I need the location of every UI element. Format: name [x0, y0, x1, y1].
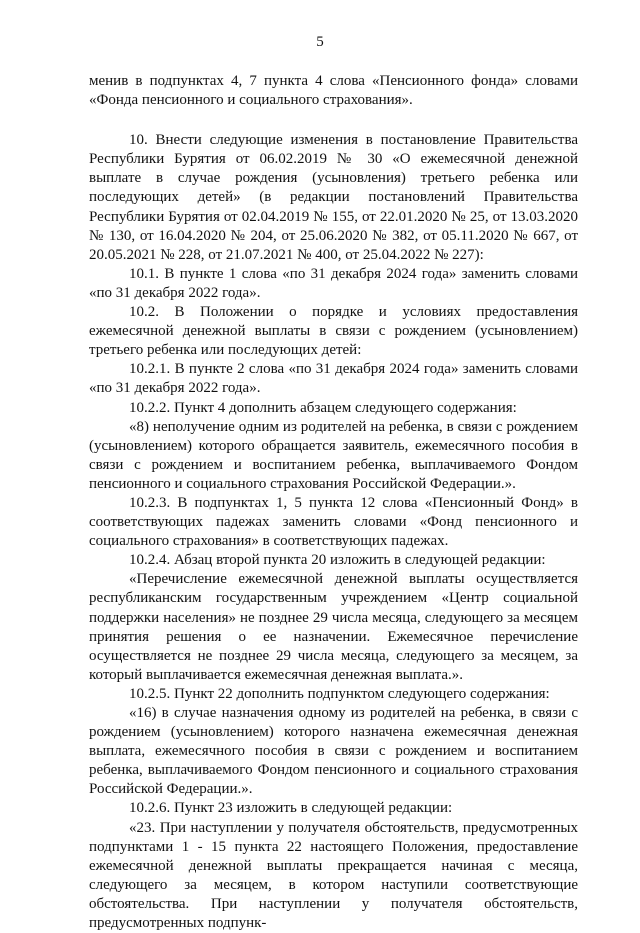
paragraph-quote-item-23: «23. При наступлении у получателя обстоятельств, предусмотренных подпунктами 1 - 15 пункта 22 настоящего Положения, предоставление ежемесячной денежной выплаты прекращается начиная с месяца, следующего за месяцем, в котором наступили соответствующие обстоятельства. При наступлении у получателя обстоятельств, предусмотренных подпунк- [89, 819, 578, 932]
document-body [89, 72, 578, 933]
paragraph-item-10-2-5: 10.2.5. Пункт 22 дополнить подпунктом следующего содержания: [129, 685, 550, 702]
paragraph-item-10: 10. Внести следующие изменения в постановление Правительства Республики Бурятия от 06.02.2019 № 30 «О ежемесячной денежной выплате в случае рождения (усыновления) третьего ребенка или последующих детей» (в редакции постановлений Правительства Республики Бурятия от 02.04.2019 № 155, от 22.01.2020 № 25, от 13.03.2020 № 130, от 16.04.2020 № 204, от 25.06.2020 № 382, от 05.11.2020 № 667, от 20.05.2021 № 228, от 21.07.2021 № 400, от 25.04.2022 № 227): [89, 132, 578, 263]
paragraph-item-10-2: 10.2. В Положении о порядке и условиях предоставления ежемесячной денежной выплаты в связи с рождением (усыновлением) третьего ребенка или последующих детей: [89, 304, 578, 359]
paragraph-item-10-1: 10.1. В пункте 1 слова «по 31 декабря 2024 года» заменить словами «по 31 декабря 2022 года». [89, 265, 578, 301]
paragraph-item-10-2-1: 10.2.1. В пункте 2 слова «по 31 декабря 2024 года» заменить словами «по 31 декабря 2022 года». [89, 361, 578, 397]
paragraph-item-10-2-6: 10.2.6. Пункт 23 изложить в следующей редакции: [129, 800, 453, 817]
paragraph-quote-transfer: «Перечисление ежемесячной денежной выплаты осуществляется республиканским государственным учреждением «Центр социальной поддержки населения» не позднее 29 числа месяца, следующего за месяцем принятия решения о ее назначении. Ежемесячное перечисление осуществляется не позднее 29 числа месяца, следующего за месяцем, за который выплачивается ежемесячная денежная выплата.». [89, 571, 578, 683]
paragraph-item-10-2-4: 10.2.4. Абзац второй пункта 20 изложить в следующей редакции: [129, 552, 546, 569]
paragraph-quote-subitem-16: «16) в случае назначения одному из родителей на ребенка, в связи с рождением (усыновлением) которого назначена ежемесячная денежная выплата, ежемесячного пособия в связи с рождением и воспитанием ребенка, выплачиваемого Фондом пенсионного и социального страхования Российской Федерации.». [89, 705, 578, 798]
paragraph-item-10-2-2: 10.2.2. Пункт 4 дополнить абзацем следующего содержания: [129, 399, 517, 416]
paragraph-continuation: менив в подпунктах 4, 7 пункта 4 слова «Пенсионного фонда» словами «Фонда пенсионного и социального страхования». [89, 73, 578, 109]
paragraph-quote-subitem-8: «8) неполучение одним из родителей на ребенка, в связи с рождением (усыновлением) которого обращается заявитель, ежемесячного пособия в связи с рождением и воспитанием ребенка, выплачиваемого Фондом пенсионного и социального страхования Российской Федерации.». [89, 418, 578, 492]
paragraph-item-10-2-3: 10.2.3. В подпунктах 1, 5 пункта 12 слова «Пенсионный Фонд» в соответствующих падежах заменить словами «Фонд пенсионного и социального страхования» в соответствующих падежах. [89, 494, 578, 550]
page-number: 5 [316, 34, 324, 50]
